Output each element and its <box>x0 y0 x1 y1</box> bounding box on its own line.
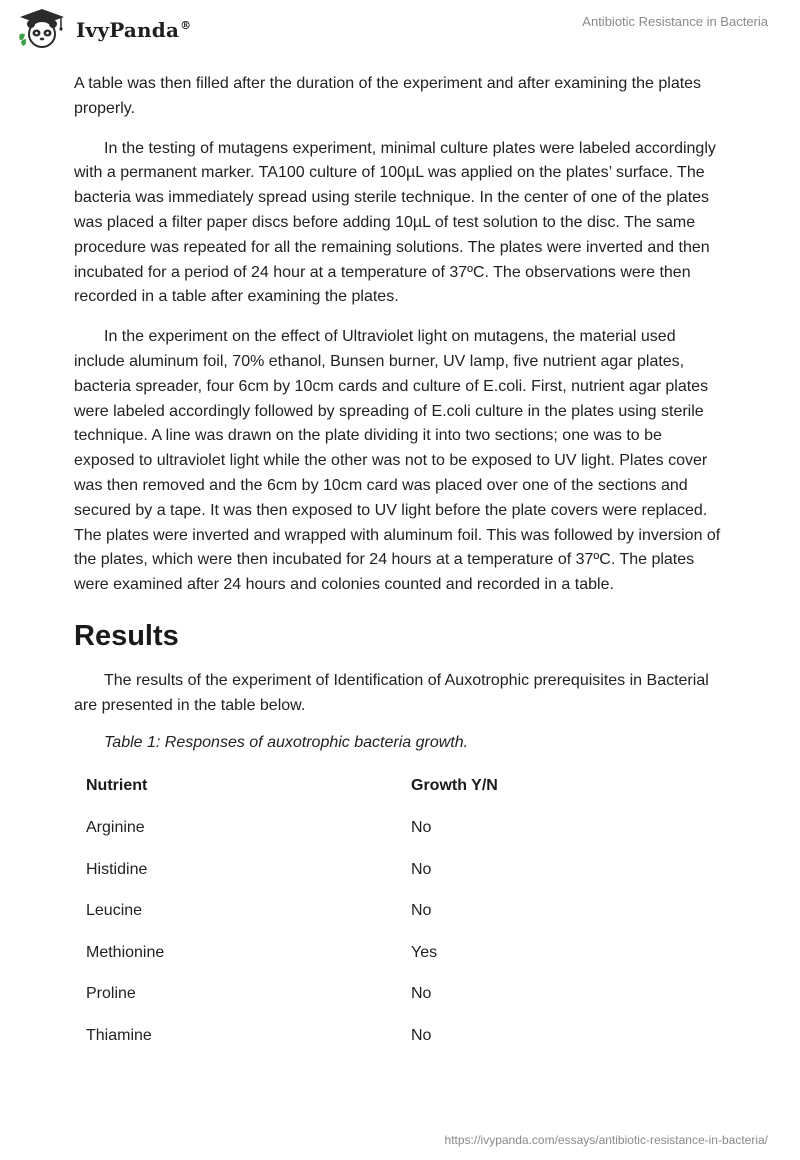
table-row <box>74 932 726 974</box>
table-row <box>74 974 726 1016</box>
column-header-growth: Growth Y/N <box>411 777 498 795</box>
nutrient-cell: Leucine <box>86 902 143 920</box>
paragraph: A table was then filled after the duration of the experiment and after examining the plates properly. <box>74 75 702 117</box>
results-table <box>74 766 726 1057</box>
brand-logo[interactable] <box>14 8 191 48</box>
nutrient-cell: Methionine <box>86 943 165 961</box>
column-header-nutrient: Nutrient <box>86 777 148 795</box>
section-heading-results: Results <box>74 619 179 652</box>
table-row <box>74 807 726 849</box>
growth-cell: No <box>411 860 432 878</box>
source-url-link[interactable]: https://ivypanda.com/essays/antibiotic-resistance-in-bacteria/ <box>444 1133 768 1147</box>
growth-cell: No <box>411 818 432 836</box>
essay-content <box>74 72 726 1057</box>
document-title: Antibiotic Resistance in Bacteria <box>582 14 768 29</box>
nutrient-cell: Proline <box>86 985 136 1003</box>
nutrient-cell: Thiamine <box>86 1026 152 1044</box>
paragraph: In the experiment on the effect of Ultraviolet light on mutagens, the material used include aluminum foil, 70% ethanol, Bunsen burner, UV lamp, five nutrient agar plates, bacteria spreader, four 6cm by 10cm cards and culture of E.coli. First, nutrient agar plates were labeled accordingly followed by spreading of E.coli culture in the plates using sterile technique. A line was drawn on the plate dividing it into two sections; one was to be exposed to ultraviolet light while the other was not to be exposed to UV light. Plates cover was then removed and the 6cm by 10cm card was placed over one of the sections and secured by a tape. It was then exposed to UV light before the plate covers were replaced. The plates were inverted and wrapped with aluminum foil. This was followed by inversion of the plates, which were then incubated for 24 hours at a temperature of 37ºC. The plates were examined after 24 hours and colonies counted and recorded in a table. <box>74 328 721 594</box>
results-intro: The results of the experiment of Identification of Auxotrophic prerequisites in Bacterial are presented in the table below. <box>74 671 709 714</box>
table-header-row <box>74 766 726 808</box>
nutrient-cell: Histidine <box>86 860 148 878</box>
panda-logo-icon <box>14 8 70 48</box>
table-row <box>74 1015 726 1057</box>
growth-cell: Yes <box>411 943 438 961</box>
header <box>0 0 800 70</box>
nutrient-cell: Arginine <box>86 818 145 836</box>
paragraph: In the testing of mutagens experiment, minimal culture plates were labeled accordingly with a permanent marker. TA100 culture of 100µL was applied on the plates’ surface. The bacteria was immediately spread using sterile technique. In the center of one of the plates was placed a filter paper discs before adding 10µL of test solution to the disc. The same procedure was repeated for all the remaining solutions. The plates were inverted and then incubated for a period of 24 hour at a temperature of 37ºC. The observations were then recorded in a table after examining the plates. <box>74 139 716 306</box>
growth-cell: No <box>411 985 432 1003</box>
growth-cell: No <box>411 902 432 920</box>
brand-name: IvyPanda® <box>76 18 192 42</box>
table-row <box>74 890 726 932</box>
table-caption: Table 1: Responses of auxotrophic bacteria growth. <box>104 733 469 751</box>
growth-cell: No <box>411 1026 432 1044</box>
table-row <box>74 849 726 891</box>
